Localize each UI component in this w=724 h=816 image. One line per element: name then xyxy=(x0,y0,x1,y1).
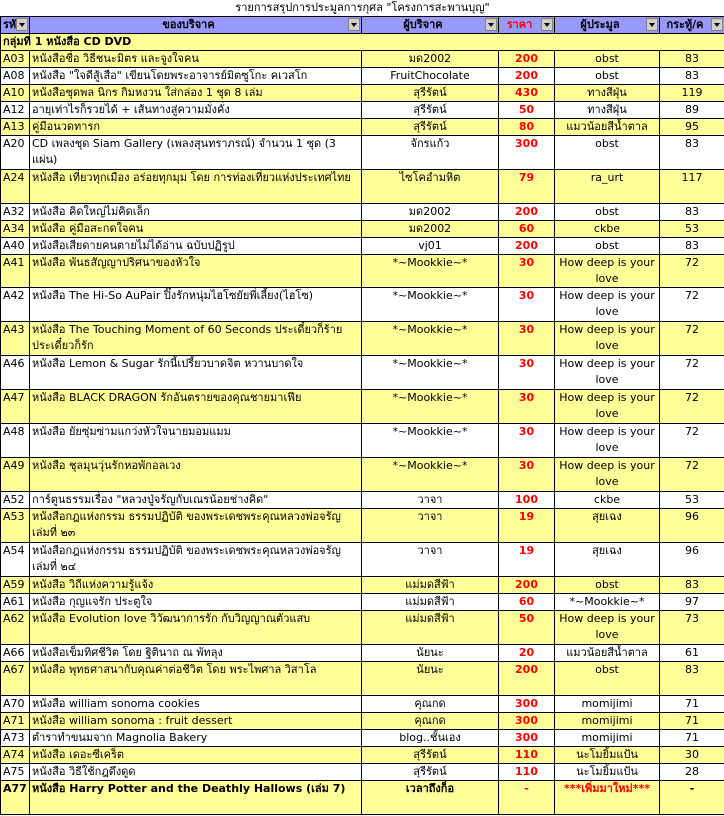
cell-price[interactable]: 30 xyxy=(499,255,555,288)
cell-donor[interactable]: สุรีรัตน์ xyxy=(362,119,499,136)
cell-donor[interactable]: blog..ชั้นเอง xyxy=(362,730,499,747)
cell-thread[interactable]: 83 xyxy=(660,204,724,221)
cell-thread[interactable]: 28 xyxy=(660,764,724,781)
table-row xyxy=(1,424,724,458)
cell-bidder[interactable]: How deep is your love xyxy=(555,255,660,288)
cell-price[interactable]: 300 xyxy=(499,136,555,170)
cell-item[interactable]: หนังสือ ยัยซุ่มซ่ามแกว่งหัวใจนายมอมแมม xyxy=(30,424,362,458)
cell-donor[interactable]: แม่มดสีฟ้า xyxy=(362,611,499,645)
cell-bidder[interactable]: momijimi xyxy=(555,696,660,713)
cell-code[interactable]: A53 xyxy=(1,509,30,543)
table-row xyxy=(1,322,724,356)
cell-item[interactable]: หนังสือ BLACK DRAGON รักอันตรายของคุณชายมาเฟีย xyxy=(30,390,362,424)
cell-code[interactable]: A32 xyxy=(1,204,30,221)
cell-thread[interactable]: 96 xyxy=(660,509,724,543)
cell-bidder[interactable]: obst xyxy=(555,136,660,170)
cell-donor[interactable]: *~Mookkie~* xyxy=(362,390,499,424)
cell-code[interactable]: A59 xyxy=(1,577,30,594)
cell-thread[interactable]: 71 xyxy=(660,730,724,747)
cell-bidder[interactable]: แมวน้อยสีน้ำตาล xyxy=(555,119,660,136)
cell-price[interactable]: 200 xyxy=(499,662,555,696)
cell-bidder[interactable]: ckbe xyxy=(555,221,660,238)
cell-bidder[interactable]: นะโมยิ้มแป้น xyxy=(555,747,660,764)
cell-price[interactable]: 30 xyxy=(499,288,555,322)
cell-price[interactable]: 30 xyxy=(499,356,555,390)
cell-code[interactable]: A47 xyxy=(1,390,30,424)
cell-price[interactable]: 19 xyxy=(499,543,555,577)
cell-item[interactable]: การ์ตูนธรรมเรื่อง "หลวงปู่จรัญกับเณรน้อยช่างคิด" xyxy=(30,492,362,509)
cell-thread[interactable]: 61 xyxy=(660,645,724,662)
table-row xyxy=(1,492,724,509)
cell-code[interactable]: A61 xyxy=(1,594,30,611)
cell-bidder[interactable]: How deep is your love xyxy=(555,611,660,645)
cell-item[interactable]: อายุเท่าไรก็รวยได้ + เส้นทางสู่ความมั่งคั่ง xyxy=(30,102,362,119)
table-row xyxy=(1,288,724,322)
cell-code[interactable]: A10 xyxy=(1,85,30,102)
column-header-price[interactable]: ราคา xyxy=(499,17,555,34)
cell-price[interactable]: 300 xyxy=(499,730,555,747)
cell-thread[interactable]: 53 xyxy=(660,492,724,509)
filter-dropdown-icon[interactable] xyxy=(485,18,497,31)
cell-bidder[interactable]: นะโมยิ้มแป้น xyxy=(555,764,660,781)
cell-thread[interactable]: 83 xyxy=(660,662,724,696)
cell-item[interactable]: หนังสือ william sonoma : fruit dessert xyxy=(30,713,362,730)
cell-bidder[interactable]: How deep is your love xyxy=(555,288,660,322)
cell-bidder[interactable]: How deep is your love xyxy=(555,390,660,424)
cell-bidder[interactable]: obst xyxy=(555,204,660,221)
cell-price[interactable]: 30 xyxy=(499,390,555,424)
column-header-thread[interactable]: กระทู้/ค xyxy=(660,17,724,34)
filter-dropdown-icon[interactable] xyxy=(646,18,658,31)
cell-code[interactable]: A73 xyxy=(1,730,30,747)
table-row xyxy=(1,458,724,492)
cell-thread[interactable]: 83 xyxy=(660,238,724,255)
cell-donor[interactable]: วาจา xyxy=(362,543,499,577)
cell-bidder[interactable]: ทางสีฝุ่น xyxy=(555,85,660,102)
cell-thread[interactable]: - xyxy=(660,781,724,815)
cell-price[interactable]: 30 xyxy=(499,458,555,492)
cell-item[interactable]: หนังสือ พุทธศาสนากับคุณค่าต่อชีวิต โดย พระไพศาล วิสาโล xyxy=(30,662,362,696)
cell-item[interactable]: คู่มือนวดทารก xyxy=(30,119,362,136)
cell-item[interactable]: หนังสือ The Hi-So AuPair ปิ๊งรักหนุ่มไฮโซยัยพี่เลี้ยง(ไฮโซ) xyxy=(30,288,362,322)
cell-item[interactable]: CD เพลงชุด Siam Gallery (เพลงสุนทราภรณ์) จำนวน 1 ชุด (3 แผ่น) xyxy=(30,136,362,170)
table-row xyxy=(1,255,724,288)
cell-donor[interactable]: นัยนะ xyxy=(362,662,499,696)
cell-item[interactable]: ตำราทำขนมจาก Magnolia Bakery xyxy=(30,730,362,747)
table-row xyxy=(1,356,724,390)
table-row xyxy=(1,645,724,662)
cell-item[interactable]: หนังสือ william sonoma cookies xyxy=(30,696,362,713)
cell-code[interactable]: A24 xyxy=(1,170,30,204)
cell-donor[interactable]: *~Mookkie~* xyxy=(362,424,499,458)
cell-donor[interactable]: สุรีรัตน์ xyxy=(362,85,499,102)
cell-bidder[interactable]: สุยเฉง xyxy=(555,509,660,543)
cell-code[interactable]: A40 xyxy=(1,238,30,255)
cell-code[interactable]: A43 xyxy=(1,322,30,356)
cell-bidder[interactable]: obst xyxy=(555,662,660,696)
cell-item[interactable]: หนังสือ คู่มือสะกดใจคน xyxy=(30,221,362,238)
cell-thread[interactable]: 73 xyxy=(660,611,724,645)
cell-thread[interactable]: 119 xyxy=(660,85,724,102)
cell-thread[interactable]: 95 xyxy=(660,119,724,136)
cell-bidder[interactable]: ra_urt xyxy=(555,170,660,204)
cell-donor[interactable]: คุณกด xyxy=(362,713,499,730)
cell-thread[interactable]: 89 xyxy=(660,102,724,119)
cell-bidder[interactable]: How deep is your love xyxy=(555,356,660,390)
cell-code[interactable]: A46 xyxy=(1,356,30,390)
table-row xyxy=(1,119,724,136)
table-row xyxy=(1,170,724,204)
cell-item[interactable]: หนังสือกฎแห่งกรรม ธรรมปฏิบัติ ของพระเดชพระคุณหลวงพ่อจรัญ เล่มที่ ๒๔ xyxy=(30,543,362,577)
table-row xyxy=(1,713,724,730)
cell-donor[interactable]: ไซโคอำมหิต xyxy=(362,170,499,204)
cell-code[interactable]: A48 xyxy=(1,424,30,458)
cell-price[interactable]: 50 xyxy=(499,611,555,645)
cell-code[interactable]: A41 xyxy=(1,255,30,288)
cell-item[interactable]: หนังสือ เที่ยวทุกเมือง อร่อยทุกมุม โดย การท่องเที่ยวแห่งประเทศไทย xyxy=(30,170,362,204)
cell-donor[interactable]: *~Mookkie~* xyxy=(362,288,499,322)
cell-donor[interactable]: มด2002 xyxy=(362,221,499,238)
cell-bidder[interactable]: How deep is your love xyxy=(555,424,660,458)
cell-item[interactable]: หนังสือ คิดใหญ่ไม่คิดเล็ก xyxy=(30,204,362,221)
cell-code[interactable]: A67 xyxy=(1,662,30,696)
table-row xyxy=(1,747,724,764)
cell-donor[interactable]: นัยนะ xyxy=(362,645,499,662)
cell-thread[interactable]: 83 xyxy=(660,577,724,594)
table-row xyxy=(1,68,724,85)
table-row xyxy=(1,85,724,102)
table-row xyxy=(1,662,724,696)
cell-donor[interactable]: แม่มดสีฟ้า xyxy=(362,577,499,594)
cell-donor[interactable]: สุรีรัตน์ xyxy=(362,764,499,781)
cell-thread[interactable]: 72 xyxy=(660,356,724,390)
cell-thread[interactable]: 72 xyxy=(660,424,724,458)
cell-donor[interactable]: สุรีรัตน์ xyxy=(362,102,499,119)
cell-donor[interactable]: *~Mookkie~* xyxy=(362,356,499,390)
cell-donor[interactable]: *~Mookkie~* xyxy=(362,322,499,356)
table-row xyxy=(1,577,724,594)
cell-code[interactable]: A70 xyxy=(1,696,30,713)
cell-code[interactable]: A52 xyxy=(1,492,30,509)
cell-code[interactable]: A66 xyxy=(1,645,30,662)
cell-bidder[interactable]: obst xyxy=(555,68,660,85)
cell-code[interactable]: A75 xyxy=(1,764,30,781)
cell-thread[interactable]: 83 xyxy=(660,68,724,85)
cell-thread[interactable]: 83 xyxy=(660,136,724,170)
cell-item[interactable]: หนังสือ เดอะซีเคร็ต xyxy=(30,747,362,764)
cell-bidder[interactable]: แมวน้อยสีน้ำตาล xyxy=(555,645,660,662)
cell-price[interactable]: 30 xyxy=(499,322,555,356)
table-row xyxy=(1,764,724,781)
cell-item[interactable]: หนังสือ วิธีใช้กฎดึงดูด xyxy=(30,764,362,781)
cell-price[interactable]: - xyxy=(499,781,555,815)
table-row xyxy=(1,221,724,238)
cell-price[interactable]: 60 xyxy=(499,594,555,611)
cell-bidder[interactable]: How deep is your love xyxy=(555,458,660,492)
group-label[interactable]: กลุ่มที่ 1 หนังสือ CD DVD xyxy=(1,34,724,51)
cell-item[interactable]: หนังสือ ชุลมุนวุ่นรักหอพักอลเวง xyxy=(30,458,362,492)
cell-thread[interactable]: 72 xyxy=(660,390,724,424)
cell-code[interactable]: A49 xyxy=(1,458,30,492)
cell-donor[interactable]: *~Mookkie~* xyxy=(362,458,499,492)
cell-price[interactable]: 110 xyxy=(499,764,555,781)
cell-bidder[interactable]: obst xyxy=(555,51,660,68)
cell-code[interactable]: A20 xyxy=(1,136,30,170)
cell-donor[interactable]: แม่มดสีฟ้า xyxy=(362,594,499,611)
cell-price[interactable]: 300 xyxy=(499,696,555,713)
cell-bidder[interactable]: momijimi xyxy=(555,713,660,730)
filter-dropdown-icon[interactable] xyxy=(711,18,723,31)
column-header-item[interactable]: ของบริจาค xyxy=(30,17,362,34)
cell-donor[interactable]: วาจา xyxy=(362,492,499,509)
cell-donor[interactable]: มด2002 xyxy=(362,51,499,68)
cell-thread[interactable]: 72 xyxy=(660,288,724,322)
cell-bidder[interactable]: How deep is your love xyxy=(555,322,660,356)
cell-thread[interactable]: 30 xyxy=(660,747,724,764)
cell-code[interactable]: A71 xyxy=(1,713,30,730)
cell-thread[interactable]: 72 xyxy=(660,255,724,288)
cell-donor[interactable]: คุณกด xyxy=(362,696,499,713)
table-row xyxy=(1,611,724,645)
new-item-tag: ***เพิ่มมาใหม่*** xyxy=(563,782,651,795)
cell-bidder[interactable]: obst xyxy=(555,577,660,594)
table-row xyxy=(1,238,724,255)
cell-item[interactable]: หนังสือชุดพล นิกร กิมหงวน ใส่กล่อง 1 ชุด 8 เล่ม xyxy=(30,85,362,102)
column-header-donor[interactable]: ผู้บริจาค xyxy=(362,17,499,34)
cell-item[interactable]: หนังสือ วิถีแห่งความรู้แจ้ง xyxy=(30,577,362,594)
cell-price[interactable]: 300 xyxy=(499,713,555,730)
cell-donor[interactable]: จักรแก้ว xyxy=(362,136,499,170)
cell-code[interactable]: A34 xyxy=(1,221,30,238)
cell-donor[interactable]: สุรีรัตน์ xyxy=(362,747,499,764)
cell-thread[interactable]: 53 xyxy=(660,221,724,238)
cell-code[interactable]: A77 xyxy=(1,781,30,815)
cell-price[interactable]: 200 xyxy=(499,204,555,221)
cell-item[interactable]: หนังสือชื่อ วิธีชนะมิตร และจูงใจคน xyxy=(30,51,362,68)
cell-thread[interactable]: 96 xyxy=(660,543,724,577)
cell-price[interactable]: 20 xyxy=(499,645,555,662)
cell-bidder[interactable]: ทางสีฝุ่น xyxy=(555,102,660,119)
table-row xyxy=(1,51,724,68)
cell-item[interactable]: หนังสือ The Touching Moment of 60 Seconds ประเดี๋ยวก็ร้าย ประเดี๋ยวก็รัก xyxy=(30,322,362,356)
cell-thread[interactable]: 72 xyxy=(660,322,724,356)
table-row xyxy=(1,781,724,815)
cell-price[interactable]: 200 xyxy=(499,577,555,594)
table-row xyxy=(1,594,724,611)
cell-price[interactable]: 80 xyxy=(499,119,555,136)
cell-donor[interactable]: มด2002 xyxy=(362,204,499,221)
cell-item[interactable]: หนังสือเสียดายคนตายไม่ได้อ่าน ฉบับปฏิรูป xyxy=(30,238,362,255)
cell-price[interactable]: 79 xyxy=(499,170,555,204)
table-row xyxy=(1,204,724,221)
cell-code[interactable]: A62 xyxy=(1,611,30,645)
cell-price[interactable]: 200 xyxy=(499,51,555,68)
cell-code[interactable]: A03 xyxy=(1,51,30,68)
cell-item[interactable]: หนังสือกฎแห่งกรรม ธรรมปฏิบัติ ของพระเดชพระคุณหลวงพ่อจรัญ เล่มที่ ๒๓ xyxy=(30,509,362,543)
cell-item[interactable]: หนังสือ Evolution love วิวัฒนาการรัก กับวิญญาณตัวแสบ xyxy=(30,611,362,645)
cell-donor[interactable]: วาจา xyxy=(362,509,499,543)
table-row xyxy=(1,390,724,424)
cell-price[interactable]: 60 xyxy=(499,221,555,238)
cell-code[interactable]: A54 xyxy=(1,543,30,577)
cell-price[interactable]: 430 xyxy=(499,85,555,102)
cell-bidder[interactable] xyxy=(555,781,660,815)
cell-donor[interactable]: FruitChocolate xyxy=(362,68,499,85)
column-header-bidder[interactable]: ผู้ประมูล xyxy=(555,17,660,34)
cell-item[interactable]: หนังสือ Lemon & Sugar รักนี้เปรี้ยวบาดจิต หวานบาดใจ xyxy=(30,356,362,390)
cell-item[interactable]: หนังสือ "ใจดีสู้เสือ" เขียนโดยพระอาจารย์มิตซูโกะ คเวสโก xyxy=(30,68,362,85)
filter-dropdown-icon[interactable] xyxy=(348,18,360,31)
cell-thread[interactable]: 83 xyxy=(660,51,724,68)
table-row xyxy=(1,730,724,747)
cell-price[interactable]: 50 xyxy=(499,102,555,119)
cell-price[interactable]: 30 xyxy=(499,424,555,458)
column-header-code[interactable]: รหั xyxy=(1,17,30,34)
group-row xyxy=(1,34,724,51)
cell-code[interactable]: A42 xyxy=(1,288,30,322)
cell-bidder[interactable]: obst xyxy=(555,238,660,255)
cell-thread[interactable]: 117 xyxy=(660,170,724,204)
cell-item[interactable]: หนังสือ Harry Potter and the Deathly Hallows (เล่ม 7) xyxy=(30,781,362,815)
cell-thread[interactable]: 71 xyxy=(660,713,724,730)
table-row xyxy=(1,102,724,119)
cell-price[interactable]: 200 xyxy=(499,68,555,85)
cell-bidder[interactable]: momijimi xyxy=(555,730,660,747)
cell-item[interactable]: หนังสือเข็มทิศชีวิต โดย ฐิตินาถ ณ พัทลุง xyxy=(30,645,362,662)
table-row xyxy=(1,509,724,543)
cell-code[interactable]: A13 xyxy=(1,119,30,136)
header-row xyxy=(1,17,724,34)
cell-price[interactable]: 19 xyxy=(499,509,555,543)
cell-thread[interactable]: 72 xyxy=(660,458,724,492)
cell-code[interactable]: A74 xyxy=(1,747,30,764)
filter-dropdown-icon[interactable] xyxy=(16,18,28,31)
table-row xyxy=(1,136,724,170)
cell-bidder[interactable]: ckbe xyxy=(555,492,660,509)
cell-price[interactable]: 110 xyxy=(499,747,555,764)
sheet-title: รายการสรุปการประมูลการกุศล "โครงการสะพานบุญ" xyxy=(1,0,724,17)
table-row xyxy=(1,696,724,713)
cell-code[interactable]: A12 xyxy=(1,102,30,119)
cell-donor[interactable]: *~Mookkie~* xyxy=(362,255,499,288)
cell-price[interactable]: 100 xyxy=(499,492,555,509)
filter-dropdown-icon[interactable] xyxy=(541,18,553,31)
cell-code[interactable]: A08 xyxy=(1,68,30,85)
cell-donor[interactable]: vj01 xyxy=(362,238,499,255)
cell-price[interactable]: 200 xyxy=(499,238,555,255)
cell-thread[interactable]: 71 xyxy=(660,696,724,713)
cell-item[interactable]: หนังสือ พันธสัญญาปริศนาของหัวใจ xyxy=(30,255,362,288)
cell-bidder[interactable]: สุยเฉง xyxy=(555,543,660,577)
cell-donor[interactable]: เวลาถึงก็อ xyxy=(362,781,499,815)
table-row xyxy=(1,543,724,577)
cell-item[interactable]: หนังสือ กุญแจรัก ประตูใจ xyxy=(30,594,362,611)
cell-bidder[interactable]: *~Mookkie~* xyxy=(555,594,660,611)
cell-thread[interactable]: 97 xyxy=(660,594,724,611)
